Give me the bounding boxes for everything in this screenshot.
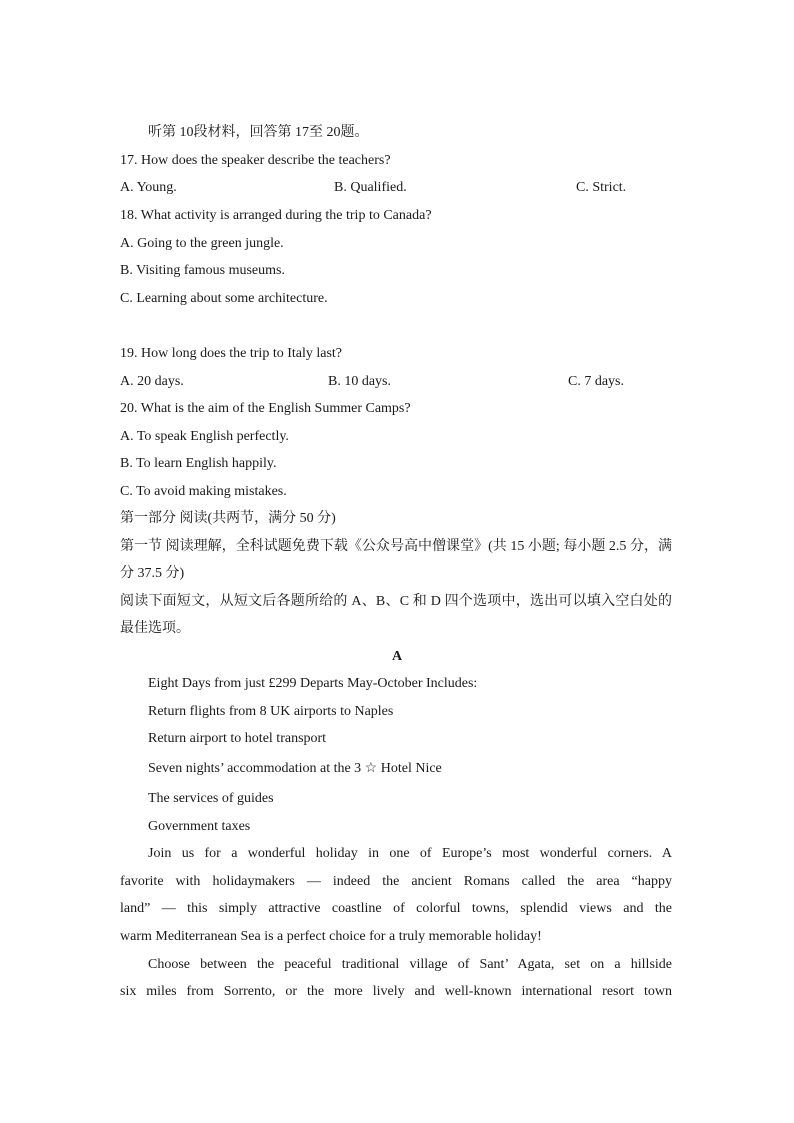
paragraph-line: land” — this simply attractive coastline of colorful towns, splendid views and the <box>120 901 672 916</box>
option-b: B. Visiting famous museums. <box>120 263 285 278</box>
option-b: B. To learn English happily. <box>120 456 277 471</box>
section-title-cont: 分 37.5 分) <box>120 566 185 581</box>
question-stem: 20. What is the aim of the English Summer Camps? <box>120 401 411 416</box>
listening-intro: 听第 10段材料，回答第 17至 20题。 <box>148 125 369 140</box>
question-stem: 18. What activity is arranged during the trip to Canada? <box>120 208 432 223</box>
option-a: A. 20 days. <box>120 374 184 389</box>
instructions-cont: 最佳选项。 <box>120 621 190 636</box>
option-c: C. Learning about some architecture. <box>120 291 328 306</box>
ad-line: Eight Days from just £299 Departs May-October Includes: <box>148 676 478 691</box>
option-b: B. Qualified. <box>334 180 407 195</box>
option-b: B. 10 days. <box>328 374 391 389</box>
ad-line: The services of guides <box>148 791 274 806</box>
ad-line: Return airport to hotel transport <box>148 731 327 746</box>
paragraph-line: six miles from Sorrento, or the more lively and well-known international resort town <box>120 984 672 999</box>
instructions: 阅读下面短文，从短文后各题所给的 A、B、C 和 D 四个选项中，选出可以填入空白处的 <box>120 594 672 609</box>
question-stem: 17. How does the speaker describe the teachers? <box>120 153 391 168</box>
option-row <box>120 179 672 197</box>
part-title: 第一部分 阅读(共两节，满分 50 分) <box>120 511 336 526</box>
ad-line: Return flights from 8 UK airports to Naples <box>148 704 394 719</box>
section-title: 第一节 阅读理解，全科试题免费下载《公众号高中僧课堂》(共 15 小题; 每小题 2.5 分，满 <box>120 539 672 554</box>
option-a: A. Young. <box>120 180 177 195</box>
option-c: C. 7 days. <box>568 374 624 389</box>
option-a: A. Going to the green jungle. <box>120 236 284 251</box>
question-stem: 19. How long does the trip to Italy last? <box>120 346 343 361</box>
option-c: C. To avoid making mistakes. <box>120 484 287 499</box>
paragraph-line: Choose between the peaceful traditional village of Sant’ Agata, set on a hillside <box>148 957 672 972</box>
paragraph-line: warm Mediterranean Sea is a perfect choice for a truly memorable holiday! <box>120 929 542 944</box>
option-c: C. Strict. <box>576 180 627 195</box>
option-a: A. To speak English perfectly. <box>120 429 289 444</box>
passage-label: A <box>391 649 403 664</box>
option-row <box>120 373 672 391</box>
paragraph-line: favorite with holidaymakers — indeed the ancient Romans called the area “happy <box>120 874 672 889</box>
ad-line: Seven nights’ accommodation at the 3 ☆ Hotel Nice <box>148 761 442 776</box>
ad-line: Government taxes <box>148 819 251 834</box>
paragraph-line: Join us for a wonderful holiday in one of Europe’s most wonderful corners. A <box>148 846 672 861</box>
